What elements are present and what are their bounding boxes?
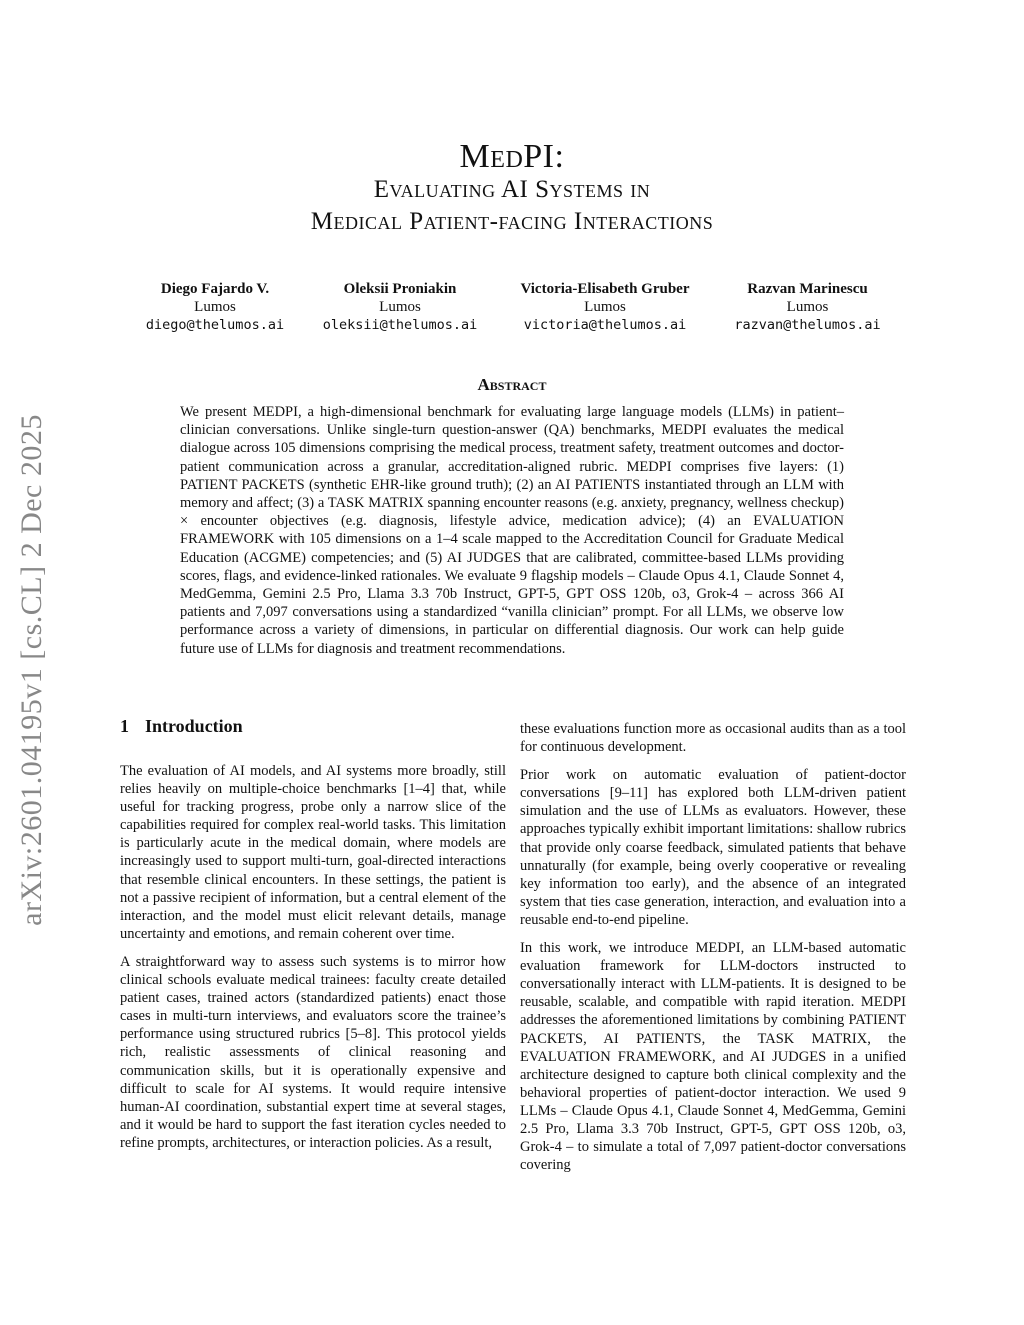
- arxiv-stamp: [12, 380, 52, 960]
- author-block: [495, 280, 715, 334]
- paragraph: Prior work on automatic evaluation of patient-doctor conversations [9–11] has explored both LLM-driven patient simulation and the use of LLMs as evaluators. However, these approaches typically exhibit important limitations: shallow rubrics that provide only coarse feedback, simulated patients that behave unnaturally (for example, being overly cooperative or revealing key information too early), and the absence of an integrated system that ties case generation, interaction, and evaluation into a reusable end-to-end pipeline.: [520, 767, 906, 928]
- section-title: Introduction: [145, 716, 243, 736]
- paper-title-line1: MedPI:: [459, 138, 565, 175]
- author-block: [120, 280, 310, 334]
- paragraph: these evaluations function more as occasional audits than as a tool for continuous development.: [520, 721, 906, 756]
- paragraph: A straightforward way to assess such systems is to mirror how clinical schools evaluate medical trainees: faculty create detailed patient cases, trained actors (standardized patients) enact those cases in multi-turn interviews, and evaluators score the trainee’s performance using structured rubrics [5–8]. This protocol yields rich, realistic assessments of clinical reasoning and communication skills, but it is operationally expensive and difficult to scale for AI systems. It would require intensive human-AI coordination, substantial expert time at several stages, and it would be hard to support the fast iteration cycles needed to refine prompts, architectures, or interaction policies. As a result,: [120, 953, 506, 1151]
- abstract-text: We present MEDPI, a high-dimensional benchmark for evaluating large language models (LLMs) in patient–clinician conversations. Unlike single-turn question-answer (QA) benchmarks, MEDPI evaluates the medical dialogue across 105 dimensions comprising the medical process, treatment safety, treatment outcomes and doctor-patient communication across a granular, accreditation-aligned rubric. MEDPI comprises five layers: (1) PATIENT PACKETS (synthetic EHR-like ground truth); (2) an AI PATIENTS instantiated through an LLM with memory and affect; (3) a TASK MATRIX spanning encounter reasons (e.g. anxiety, pregnancy, wellness checkup) × encounter objectives (e.g. diagnosis, lifestyle advice, medication advice); (4) an EVALUATION FRAMEWORK with 105 dimensions on a 1–4 scale mapped to the Accreditation Council for Graduate Medical Education (ACGME) competencies; and (5) AI JUDGES that are calibrated, committee-based LLMs providing scores, flags, and evidence-linked rationales. We evaluate 9 flagship models – Claude Opus 4.1, Claude Sonnet 4, MedGemma, Gemini 2.5 Pro, Llama 3.3 70b Instruct, GPT-5, GPT OSS 120b, o3, Grok-4 – across 366 AI patients and 7,097 conversations using a standardized “vanilla clinician” prompt. For all LLMs, we observe low performance across a variety of dimensions, in particular on differential diagnosis. Our work can help guide future use of LLMs for diagnosis and treatment recommendations.: [180, 404, 844, 657]
- author-name: Oleksii Proniakin: [343, 281, 457, 297]
- author-name: Razvan Marinescu: [747, 281, 868, 297]
- author-affiliation: Lumos: [584, 299, 626, 315]
- author-affiliation: Lumos: [194, 299, 236, 315]
- paper-title-line2: Evaluating AI Systems in: [373, 176, 651, 203]
- author-block: [305, 280, 495, 334]
- abstract-heading: Abstract: [477, 375, 547, 394]
- section-number: 1: [120, 716, 129, 736]
- author-email: oleksii@thelumos.ai: [322, 317, 478, 333]
- paragraph: In this work, we introduce MEDPI, an LLM-based automatic evaluation framework for LLM-doctors instructed to conversationally interact with LLM-patients. It is designed to be reusable, scalable, and compatible with rapid iteration. MEDPI addresses the aforementioned limitations by combining PATIENT PACKETS, AI PATIENTS, the TASK MATRIX, the EVALUATION FRAMEWORK, and AI JUDGES in a unified architecture designed to capture both clinical complexity and the behavioral properties of patient-doctor interaction. We used 9 LLMs – Claude Opus 4.1, Claude Sonnet 4, MedGemma, Gemini 2.5 Pro, Llama 3.3 70b Instruct, GPT-5, GPT OSS 120b, o3, Grok-4 – to simulate a total of 7,097 patient-doctor conversations covering: [520, 940, 906, 1174]
- author-name: Victoria-Elisabeth Gruber: [520, 281, 690, 297]
- author-affiliation: Lumos: [786, 299, 829, 315]
- author-email: razvan@thelumos.ai: [734, 317, 881, 333]
- author-name: Diego Fajardo V.: [160, 281, 270, 297]
- right-column: [520, 720, 906, 1184]
- section-heading: [120, 716, 243, 737]
- author-block: [715, 280, 900, 334]
- left-column: [120, 762, 506, 1162]
- paper-title-line3: Medical Patient-facing Interactions: [310, 208, 714, 235]
- author-email: diego@thelumos.ai: [145, 317, 285, 333]
- author-affiliation: Lumos: [379, 299, 421, 315]
- arxiv-stamp-text: arXiv:2601.04195v1 [cs.CL] 2 Dec 2025: [15, 414, 48, 926]
- author-email: victoria@thelumos.ai: [523, 317, 687, 333]
- paragraph: The evaluation of AI models, and AI systems more broadly, still relies heavily on multiple-choice benchmarks [1–4] that, while useful for tracking progress, probe only a narrow slice of the capabilities required for complex real-world tasks. This limitation is particularly acute in the medical domain, where models are increasingly used to support multi-turn, goal-directed interactions that resemble clinical encounters. In these settings, the patient is not a passive recipient of information, but a central element of the interaction, and the model must elicit relevant details, manage uncertainty and emotions, and remain coherent over time.: [120, 763, 506, 942]
